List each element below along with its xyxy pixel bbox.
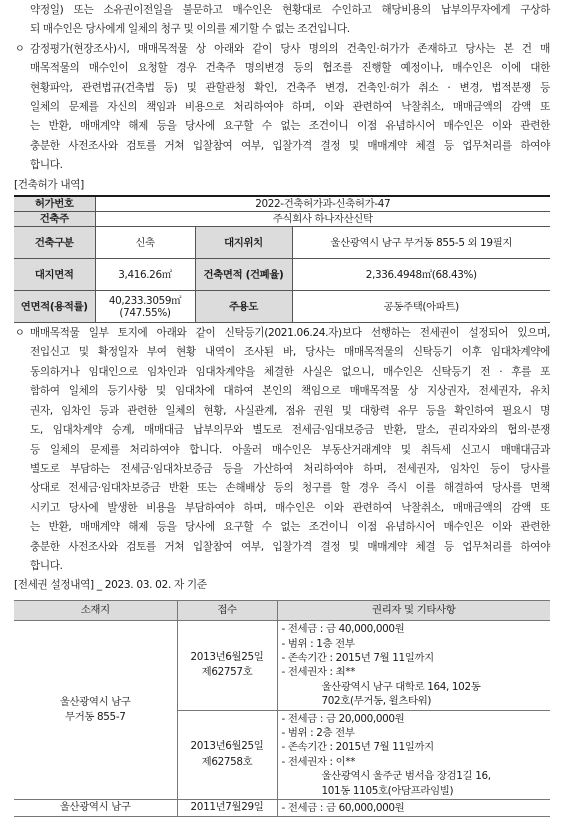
table-row	[14, 291, 550, 323]
intro-line-2: 되 매수인은 당사에게 일체의 청구 및 이의를 제기할 수 없는 조건입니다.	[30, 23, 350, 36]
receipt-cell	[177, 621, 277, 710]
notice-line: 충분한 사전조사와 검토를 거쳐 입찰참여 여부, 입찰가격 결정 및 매매계약 체결 등 업무처리를 하여야	[30, 139, 550, 152]
site-location-label: 대지위치	[195, 227, 292, 259]
receipt-date: 2011년7월29일	[177, 800, 277, 817]
rights-line: - 전세권자 : 최**	[281, 666, 356, 679]
notice-line: 합니다.	[30, 559, 63, 572]
bullet-mark: ㅇ	[15, 43, 25, 55]
table-row	[14, 196, 550, 212]
notice-line: 현황파악, 관련법규(건축법 등) 및 관할관청 확인, 건축주 변경, 건축인·허가 취소 · 변경, 법적분쟁 등	[30, 81, 550, 94]
rights-line: 702호(무거동, 윌츠타워)	[321, 695, 432, 708]
notice-line: 함하여 일체의 등기사항 및 임대차에 대하여 본인의 책임으로 매매목적물 상 지상권자, 전세권자, 유치	[30, 385, 550, 398]
rights-line: - 존속기간 : 2015년 7월 11일까지	[281, 651, 434, 664]
main-use-label: 주용도	[195, 291, 292, 323]
notice-line: 는 반환, 매매계약 해제 등을 당사에 요구할 수 없는 조건이니 이점 유념하시어 매수인은 이와 관련한	[30, 521, 550, 534]
rights-line: - 전세권자 : 이**	[281, 755, 356, 768]
rights-line: - 전세금 : 금 40,000,000원	[281, 623, 405, 636]
site-area-label: 대지면적	[14, 259, 95, 291]
total-floor-area-amount: 40,233.3059㎡	[108, 294, 182, 307]
permit-number-label: 허가번호	[14, 196, 95, 212]
jeonse-table	[14, 600, 550, 817]
table-row	[14, 212, 550, 227]
main-use-value: 공동주택(아파트)	[292, 291, 550, 323]
building-permit-table	[14, 195, 550, 323]
jeonse-section-title: [전세권 설정내역] _ 2023. 03. 02. 자 기준	[14, 579, 207, 592]
receipt-date: 2013년6월25일	[190, 740, 264, 753]
notice-line: 권자, 임차인 등과 관련한 일체의 현황, 사실관계, 점유 권원 및 대항력 유무 등을 확인하여 필요시 명	[30, 404, 550, 417]
notice-line: 도, 임대차계약 승계, 매매대금 납부의무와 별도로 전세금·임대보증금 반환, 말소, 권리자와의 협의·분쟁	[30, 424, 550, 437]
location-cell: 울산광역시 남구 무거동 855-7	[14, 621, 177, 800]
rights-line: - 전세금 : 금 20,000,000원	[281, 712, 405, 725]
total-floor-area-label: 연면적(용적률)	[14, 291, 95, 323]
builder-label: 건축주	[14, 212, 95, 227]
notice-line: 시키고 당사에 발생한 비용을 부담하여야 하며, 매수인은 이와 관련하여 낙찰취소, 매매금액의 감액 또	[30, 501, 550, 514]
rights-cell	[277, 710, 550, 799]
table-row	[14, 259, 550, 291]
floor-area-ratio: (747.55%)	[119, 306, 171, 319]
location-cell: 울산광역시 남구	[14, 800, 177, 817]
table-header-row	[14, 600, 550, 620]
rights-line: - 범위 : 2층 전부	[281, 727, 355, 739]
receipt-date: 2013년6월25일	[190, 650, 264, 663]
builder-value: 주식회사 하나자산신탁	[95, 212, 550, 227]
column-header-receipt: 접수	[177, 600, 277, 620]
bullet-mark: ㅇ	[15, 328, 25, 340]
rights-line: - 범위 : 1층 전부	[281, 637, 355, 650]
receipt-cell	[177, 710, 277, 799]
notice-line: 매매목적물 일부 토지에 아래와 같이 신탁등기(2021.06.24.자)보다 선행하는 전세권이 설정되어 있으며,	[30, 327, 550, 340]
column-header-location: 소재지	[14, 600, 177, 620]
build-type-value: 신축	[95, 227, 195, 259]
rights-line: 101동 1105호(아담프라임빌)	[321, 784, 454, 797]
document-page	[14, 1, 550, 817]
building-area-value: 2,336.4948㎡(68.43%)	[292, 259, 550, 291]
notice-line: 일체의 문제를 자신의 책임과 비용으로 처리하여야 하며, 이와 관련하여 낙찰취소, 매매금액의 감액 또	[30, 101, 550, 114]
table-row	[14, 621, 550, 710]
rights-line: 울산광역시 남구 대학로 164, 102동	[321, 680, 481, 693]
permit-section-title: [건축허가 내역]	[14, 178, 84, 191]
rights-line: - 존속기간 : 2015년 7월 11일까지	[281, 741, 434, 754]
notice-jeonse-rights	[14, 324, 550, 576]
column-header-rights: 권리자 및 기타사항	[277, 600, 550, 620]
notice-line: 합니다.	[30, 159, 63, 172]
notice-line: 매목적물의 매수인이 요청할 경우 건축주 명의변경 등의 협조를 진행할 예정이나, 매수인은 이에 대한	[30, 62, 550, 75]
rights-line: - 전세금 : 금 60,000,000원	[277, 800, 550, 817]
rights-cell	[277, 621, 550, 710]
receipt-number: 제62757호	[201, 666, 253, 679]
notice-line: 동의하거나 임대인으로 임차인과 임대차계약을 체결한 사실은 없으니, 매수인은 신탁등기 전 · 후를 포	[30, 365, 550, 378]
notice-line: 충분한 사전조사와 검토를 거쳐 입찰참여 여부, 입찰가격 결정 및 매매계약 체결 등 업무처리를 하여야	[30, 540, 550, 553]
permit-number-value: 2022-건축허가과-신축허가-47	[95, 196, 550, 212]
building-area-label: 건축면적 (건폐율)	[195, 259, 292, 291]
notice-line: 상대로 전세금·임대차보증금 반환 또는 손해배상 등의 청구를 할 경우 즉시 이를 해결하여 당사를 면책	[30, 482, 550, 495]
notice-line: 전입신고 및 확정일자 부여 현황 내역이 조사된 바, 당사는 매매목적물의 신탁등기 이후 임대차계약에	[30, 346, 550, 359]
notice-line: 감정평가(현장조사)시, 매매목적물 상 아래와 같이 당사 명의의 건축인·허가가 존재하고 당사는 본 건 매	[30, 42, 550, 55]
notice-building-permit	[14, 40, 550, 176]
intro-line-1: 약정일) 또는 소유권이전일을 불문하고 매수인은 현황대로 수인하고 해당비용의 납부의무자에게 구상하	[30, 4, 550, 16]
notice-line: 등 일체의 문제를 처리하여야 합니다. 아울러 매수인은 부동산거래계약 및 취득세 신고시 매매대금과	[30, 443, 550, 456]
build-type-label: 건축구분	[14, 227, 95, 259]
receipt-number: 제62758호	[201, 755, 253, 768]
rights-line: 울산광역시 울주군 범서읍 장검1길 16,	[321, 770, 491, 783]
table-row	[14, 800, 550, 817]
total-floor-area-value	[95, 291, 195, 323]
table-row	[14, 227, 550, 259]
site-location-value: 울산광역시 남구 무거동 855-5 외 19필지	[292, 227, 550, 259]
site-area-value: 3,416.26㎡	[95, 259, 195, 291]
notice-line: 별도로 부담하는 전세금·임대차보증금 등을 가산하여 처리하여야 하며, 전세권자, 임차인 등이 당사를	[30, 462, 550, 475]
notice-line: 는 반환, 매매계약 해제 등을 당사에 요구할 수 없는 조건이니 이점 유념하시어 매수인은 이와 관련한	[30, 120, 550, 133]
